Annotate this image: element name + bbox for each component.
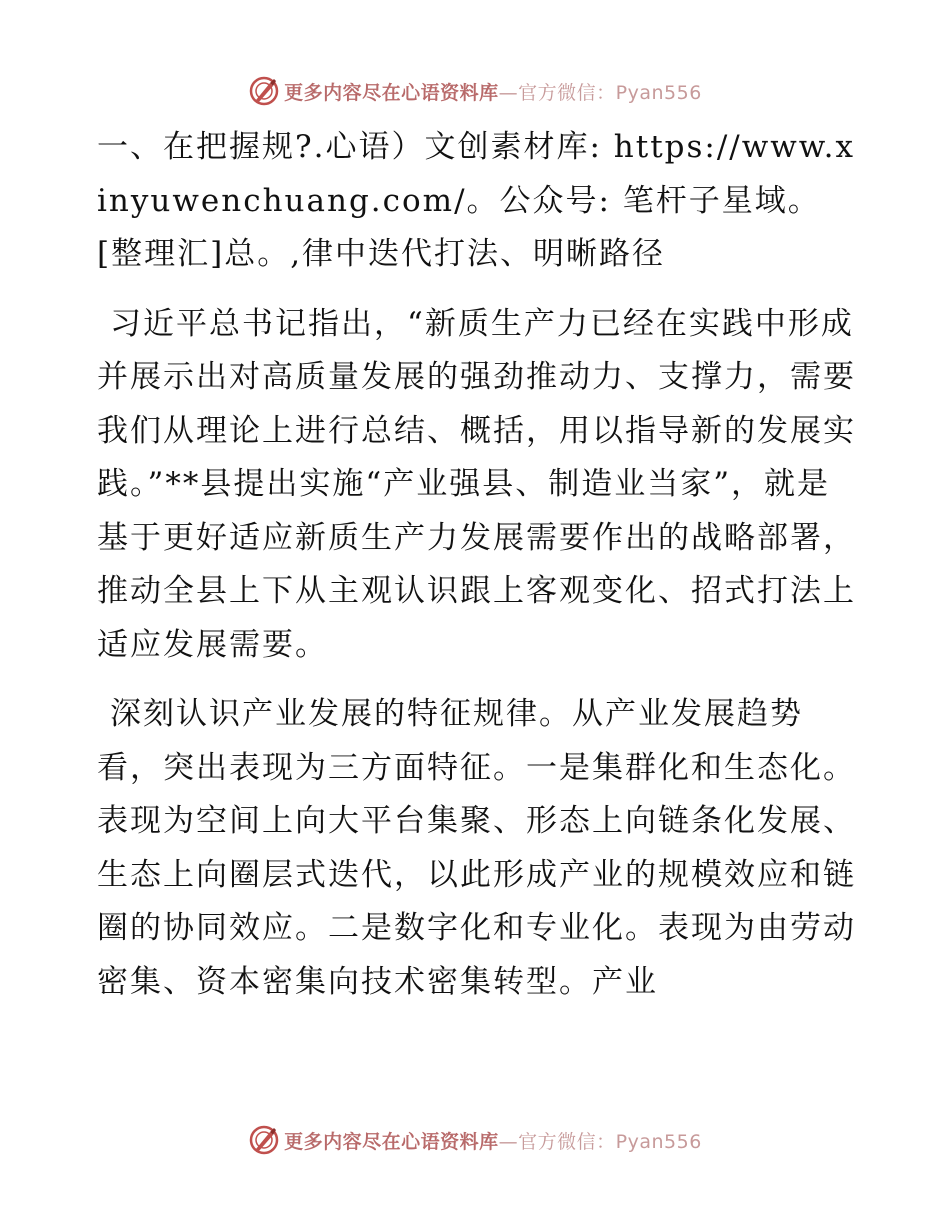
document-body (97, 121, 857, 1025)
pen-seal-icon (248, 1124, 280, 1156)
footer-banner (0, 1120, 950, 1160)
paragraph-2: 深刻认识产业发展的特征规律。从产业发展趋势看，突出表现为三方面特征。一是集群化和生态化。表现为空间上向大平台集聚、形态上向链条化发展、生态上向圈层式迭代，以此形成产业的规模效应和链圈的协同效应。二是数字化和专业化。表现为由劳动密集、资本密集向技术密集转型。产业 (97, 696, 856, 1000)
header-banner (0, 71, 950, 111)
header-banner-text: 更多内容尽在心语资料库—官方微信：Pyan556 (284, 81, 702, 104)
paragraph-1: 习近平总书记指出，“新质生产力已经在实践中形成并展示出对高质量发展的强劲推动力、支撑力，需要我们从理论上进行总结、概括，用以指导新的发展实践。”**县提出实施“产业强县、制造业当家”，就是基于更好适应新质生产力发展需要作出的战略部署，推动全县上下从主观认识跟上客观变化、招式打法上适应发展需要。 (97, 305, 856, 663)
pen-seal-icon (248, 75, 280, 107)
section-heading: 一、在把握规?.心语）文创素材库: https://www.xinyuwenchuang.com/。公众号: 笔杆子星域。[整理汇]总。,律中迭代打法、明晰路径 (97, 129, 855, 272)
footer-banner-text: 更多内容尽在心语资料库—官方微信：Pyan556 (284, 1130, 702, 1153)
